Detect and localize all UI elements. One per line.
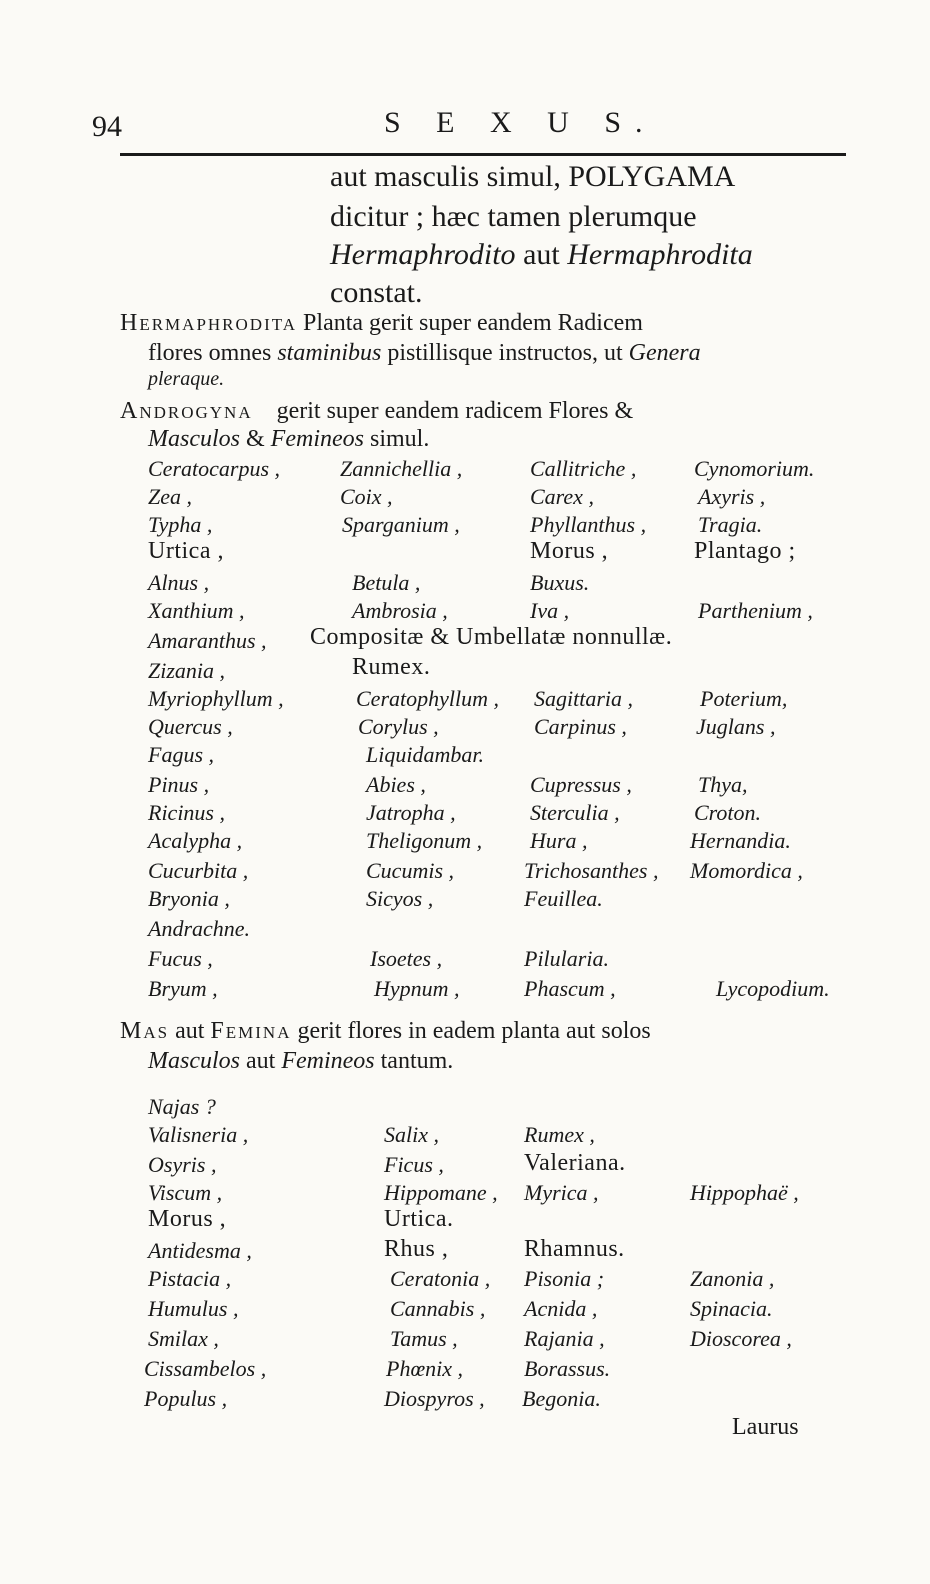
genus-cell: Zanonia , — [690, 1266, 775, 1291]
genus-cell: Najas ? — [148, 1094, 216, 1119]
genus-cell: Iva , — [530, 598, 570, 623]
genus-cell: Liquidambar. — [366, 742, 484, 767]
genus-cell: Isoetes , — [370, 946, 443, 971]
genus-cell: Tragia. — [698, 512, 763, 537]
genus-cell: Quercus , — [148, 714, 233, 739]
genus-cell: Borassus. — [524, 1356, 611, 1381]
term-femina: Femina — [210, 1018, 292, 1044]
genus-cell: Hippomane , — [384, 1180, 498, 1205]
genus-cell: Amaranthus , — [148, 628, 267, 653]
genus-cell: Rhamnus. — [524, 1236, 625, 1262]
genus-cell: Betula , — [352, 570, 421, 595]
genus-cell: Plantago ; — [694, 538, 796, 564]
genus-cell: Carex , — [530, 484, 594, 509]
hermaphrodita-text-2c: pistillisque instructos, ut — [387, 340, 623, 366]
genus-cell: Callitriche , — [530, 456, 637, 481]
mas-femina-text-1: gerit flores in eadem planta aut solos — [297, 1018, 651, 1044]
mas-femina-line-2 — [148, 1048, 453, 1075]
hermaphrodita-text-2b: staminibus — [277, 340, 382, 366]
genus-cell: Fagus , — [148, 742, 214, 767]
androgyna-text-2c: Femineos — [270, 426, 364, 452]
genus-cell: Osyris , — [148, 1152, 217, 1177]
genus-cell: Bryum , — [148, 976, 218, 1001]
genus-cell: Cucumis , — [366, 858, 454, 883]
intro-line-2: dicitur ; hæc tamen plerumque — [330, 200, 697, 233]
genus-cell: Ceratonia , — [390, 1266, 491, 1291]
genus-cell: Corylus , — [358, 714, 439, 739]
genus-cell: Morus , — [148, 1206, 227, 1232]
genus-cell: Myriophyllum , — [148, 686, 284, 711]
genus-cell: Valisneria , — [148, 1122, 249, 1147]
header-rule — [120, 153, 846, 156]
genus-cell: Phyllanthus , — [530, 512, 647, 537]
genus-cell: Alnus , — [148, 570, 210, 595]
genus-cell: Cissambelos , — [144, 1356, 267, 1381]
genus-cell: Smilax , — [148, 1326, 219, 1351]
genus-cell: Rhus , — [384, 1236, 449, 1262]
genus-cell: Typha , — [148, 512, 213, 537]
genus-cell: Ricinus , — [148, 800, 225, 825]
genus-cell: Acnida , — [524, 1296, 598, 1321]
genus-cell: Myrica , — [524, 1180, 599, 1205]
intro-term-hermaphrodito: Hermaphrodito — [330, 238, 516, 271]
intro-line-4: constat. — [330, 276, 423, 309]
genus-cell: Morus , — [530, 538, 609, 564]
genus-cell: Ceratocarpus , — [148, 456, 280, 481]
genus-cell: Zannichellia , — [340, 456, 463, 481]
genus-note: Compositæ & Umbellatæ nonnullæ. — [310, 624, 673, 650]
intro-aut: aut — [523, 238, 560, 271]
genus-cell: Populus , — [144, 1386, 228, 1411]
genus-cell: Spinacia. — [690, 1296, 773, 1321]
mas-femina-text-2a: Masculos — [148, 1048, 240, 1074]
genus-cell: Bryonia , — [148, 886, 230, 911]
genus-cell: Pinus , — [148, 772, 210, 797]
genus-cell: Zea , — [148, 484, 192, 509]
mas-femina-text-2c: Femineos — [281, 1048, 375, 1074]
genus-cell: Urtica. — [384, 1206, 454, 1232]
running-head: S E X U S. — [384, 106, 657, 139]
genus-cell: Hura , — [530, 828, 588, 853]
genus-cell: Lycopodium. — [716, 976, 830, 1001]
hermaphrodita-text-2a: flores omnes — [148, 340, 272, 366]
genus-cell: Phœnix , — [386, 1356, 463, 1381]
hermaphrodita-text-2d: Genera — [628, 340, 701, 366]
genus-cell: Poterium, — [700, 686, 788, 711]
term-androgyna: Androgyna — [120, 398, 253, 424]
androgyna-text-2a: Masculos — [148, 426, 240, 452]
genus-cell: Begonia. — [522, 1386, 601, 1411]
genus-cell: Parthenium , — [698, 598, 813, 623]
mas-femina-aut: aut — [175, 1018, 205, 1044]
hermaphrodita-line-2 — [148, 340, 701, 367]
genus-cell: Antidesma , — [148, 1238, 252, 1263]
genus-cell: Ficus , — [384, 1152, 444, 1177]
genus-cell: Sparganium , — [342, 512, 460, 537]
genus-cell: Momordica , — [690, 858, 803, 883]
androgyna-line-2 — [148, 426, 429, 453]
androgyna-text-2d: simul. — [369, 426, 430, 452]
genus-cell: Hypnum , — [374, 976, 460, 1001]
genus-cell: Pisonia ; — [524, 1266, 605, 1291]
term-mas: Mas — [120, 1018, 170, 1044]
mas-femina-line-1 — [120, 1018, 651, 1045]
hermaphrodita-line-1 — [120, 310, 643, 337]
genus-cell: Thya, — [698, 772, 748, 797]
genus-cell: Valeriana. — [524, 1150, 626, 1176]
androgyna-text-2b: & — [246, 426, 265, 452]
genus-cell: Theligonum , — [366, 828, 483, 853]
genus-cell: Pilularia. — [524, 946, 609, 971]
genus-cell: Ceratophyllum , — [356, 686, 499, 711]
genus-cell: Carpinus , — [534, 714, 627, 739]
genus-cell: Pistacia , — [148, 1266, 232, 1291]
genus-cell: Rajania , — [524, 1326, 605, 1351]
genus-cell: Ambrosia , — [352, 598, 448, 623]
genus-cell: Zizania , — [148, 658, 226, 683]
genus-cell: Sterculia , — [530, 800, 620, 825]
genus-cell: Buxus. — [530, 570, 590, 595]
genus-cell: Hippophaë , — [690, 1180, 799, 1205]
mas-femina-text-2b: aut — [246, 1048, 276, 1074]
genus-cell: Rumex , — [524, 1122, 595, 1147]
genus-cell: Humulus , — [148, 1296, 239, 1321]
androgyna-text-1: gerit super eandem radicem Flores & — [276, 398, 634, 424]
genus-cell: Cynomorium. — [694, 456, 815, 481]
genus-cell: Sagittaria , — [534, 686, 634, 711]
genus-cell: Diospyros , — [384, 1386, 485, 1411]
genus-cell: Urtica , — [148, 538, 224, 564]
genus-cell: Cannabis , — [390, 1296, 486, 1321]
genus-cell: Rumex. — [352, 654, 431, 680]
genus-cell: Cupressus , — [530, 772, 632, 797]
genus-cell: Hernandia. — [690, 828, 791, 853]
intro-term-hermaphrodita: Hermaphrodita — [567, 238, 753, 271]
genus-cell: Abies , — [366, 772, 426, 797]
genus-cell: Sicyos , — [366, 886, 434, 911]
genus-cell: Feuillea. — [524, 886, 603, 911]
genus-cell: Croton. — [694, 800, 762, 825]
hermaphrodita-text-1: Planta gerit super eandem Radicem — [303, 310, 643, 336]
intro-line-3 — [330, 238, 753, 272]
page-number: 94 — [92, 110, 122, 143]
catchword: Laurus — [732, 1414, 799, 1440]
genus-cell: Xanthium , — [148, 598, 245, 623]
genus-cell: Salix , — [384, 1122, 439, 1147]
intro-line-1: aut masculis simul, POLYGAMA — [330, 160, 736, 193]
genus-cell: Axyris , — [698, 484, 766, 509]
genus-cell: Fucus , — [148, 946, 213, 971]
genus-cell: Coix , — [340, 484, 393, 509]
genus-cell: Juglans , — [696, 714, 776, 739]
genus-cell: Cucurbita , — [148, 858, 249, 883]
term-hermaphrodita: Hermaphrodita — [120, 310, 298, 336]
genus-cell: Dioscorea , — [690, 1326, 792, 1351]
genus-cell: Tamus , — [390, 1326, 458, 1351]
mas-femina-text-2d: tantum. — [380, 1048, 454, 1074]
genus-cell: Jatropha , — [366, 800, 456, 825]
genus-cell: Phascum , — [524, 976, 616, 1001]
genus-cell: Viscum , — [148, 1180, 223, 1205]
genus-cell: Acalypha , — [148, 828, 243, 853]
androgyna-line-1 — [120, 398, 633, 425]
hermaphrodita-line-3: pleraque. — [148, 368, 225, 390]
genus-cell: Andrachne. — [148, 916, 251, 941]
genus-cell: Trichosanthes , — [524, 858, 659, 883]
